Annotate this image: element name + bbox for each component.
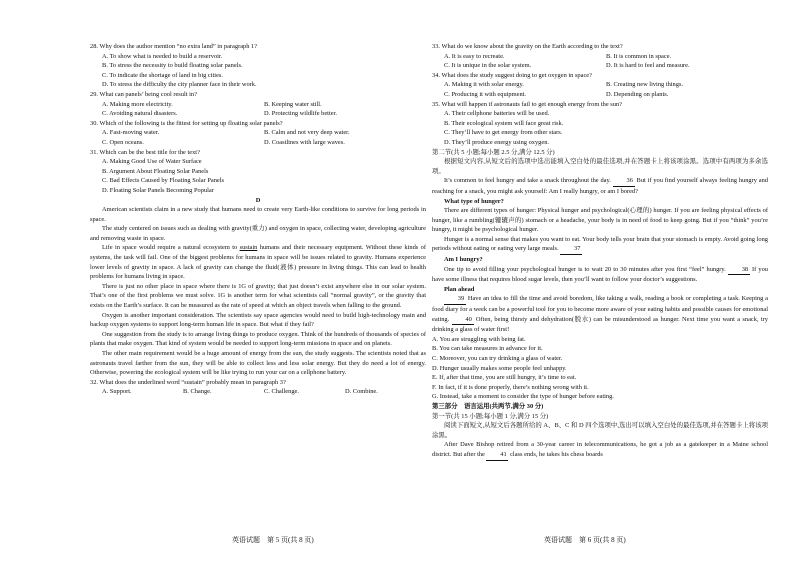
passage-paragraph bbox=[432, 294, 768, 334]
q32-option: A. Support. bbox=[102, 388, 132, 396]
q33-option: D. It is hard to feel and measure. bbox=[606, 62, 690, 70]
paragraph-text: class ends, he takes his chess boards bbox=[508, 450, 603, 458]
q30-option: A. Fast-moving water. bbox=[102, 129, 160, 137]
page-footer-right: 英语试题 第 6 页(共 8 页) bbox=[544, 536, 626, 544]
q29-option: A. Making more electricity. bbox=[102, 100, 173, 108]
paragraph-text: But if you find yourself always feeling hungry and reaching for a snack, you might ask yourself: Am I really hungry, or am I bored? bbox=[432, 177, 768, 195]
gap-option: D. Hunger usually makes some people feel unhappy. bbox=[432, 364, 567, 372]
passage-paragraph bbox=[432, 176, 768, 196]
q32-option: D. Combine. bbox=[345, 388, 378, 396]
left-column bbox=[90, 42, 426, 397]
paragraph-text: Often, being thirsty and dehydration(脱水) can be misunderstood as hunger. Next time you want a snack, try drinking a glass of water first! bbox=[432, 315, 768, 334]
q29-options-row bbox=[90, 100, 426, 110]
blank-39: 39 bbox=[444, 294, 466, 305]
q29-options-row bbox=[90, 109, 426, 119]
passage-paragraph: The study centered on issues such as dealing with gravity(重力) and oxygen in space, collecting water, developing agriculture and removing waste in space. bbox=[90, 225, 426, 242]
q35-stem: 35. What will happen if astronauts fail to get enough energy from the sun? bbox=[432, 100, 623, 108]
q33-option: A. It is easy to recreate. bbox=[444, 52, 505, 60]
q28-option: D. To stress the difficulty the city planner face in their work. bbox=[102, 81, 257, 89]
q34-option: C. Producing it with equipment. bbox=[444, 90, 527, 98]
passage-paragraph: Oxygen is another important consideration. The scientists say space agencies would need to build high-technology main and backup oxygen systems to support long-term human life in space. But what if they fail? bbox=[90, 311, 426, 329]
passage-subheading: What type of hunger? bbox=[444, 197, 504, 205]
paragraph-text: One tip to avoid filling your psychological hunger is to wait 20 to 30 minutes after you first “feel” hungry. bbox=[444, 265, 728, 273]
passage-paragraph: The other main requirement would be a huge amount of energy from the sun, the study suggests. The scientists noted that as astronauts travel farther from the sun, they will be able to collect less and less solar energy. But they do need a lot of energy. Otherwise, powering the ecological system will be like trying to run your car on a cellphone battery. bbox=[90, 350, 426, 377]
passage-paragraph bbox=[432, 235, 768, 255]
passage-paragraph: There is just no other place in space where there is 1G of gravity; that just doesn’t exist anywhere else in our solar system. That’s one of the first problems we must solve. 1G is another term for what scientists call “normal gravity”, or the gravity that exists on the Earth’s surface. It can be measured as the rate of speed at which an object travels when falling to the ground. bbox=[90, 282, 426, 310]
passage-letter: D bbox=[255, 196, 261, 204]
q30-option: D. Coastlines with large waves. bbox=[264, 138, 345, 146]
q34-option: B. Creating new living things. bbox=[606, 81, 684, 89]
q31-option: C. Bad Effects Caused by Floating Solar Panels bbox=[102, 177, 224, 185]
q28-stem: 28. Why does the author mention “no extra land” in paragraph 1? bbox=[90, 43, 258, 50]
q31-option: D. Floating Solar Panels Becoming Popular bbox=[102, 186, 214, 194]
q28-option: C. To indicate the shortage of land in big cities. bbox=[102, 71, 224, 79]
passage-paragraph: American scientists claim in a new study that humans need to create very Earth-like conditions to survive for long periods in space. bbox=[90, 206, 426, 223]
page-footer-left: 英语试题 第 5 页(共 8 页) bbox=[232, 536, 314, 544]
paragraph-text: Life in space would require a natural ecosystem to bbox=[102, 244, 240, 252]
q34-option: A. Making it with solar energy. bbox=[444, 81, 524, 89]
q30-option: C. Open oceans. bbox=[102, 138, 144, 146]
passage-paragraph: One suggestion from the study is to arrange living things to produce oxygen. Think of the hundreds of thousands of species of plants that make oxygen. That kind of system would be needed to support long-term missions in space and on planets. bbox=[90, 330, 426, 348]
passage-subheading: Am I hungry? bbox=[444, 256, 483, 264]
paragraph-text: If you have some illness that requires blood sugar levels, then you’ll want to follow your doctor’s suggestions. bbox=[432, 265, 768, 284]
blank-36: 36 bbox=[613, 176, 635, 187]
q32-stem: 32. What does the underlined word “sustain” probably mean in paragraph 3? bbox=[90, 378, 286, 386]
gap-option: F. In fact, if it is done properly, there’s nothing wrong with it. bbox=[432, 383, 589, 391]
section-instructions: 根据短文内容,从短文后的选项中选出能填入空白处的最佳选项,并在答题卡上将该项涂黑。选项中有两项为多余选项。 bbox=[432, 158, 768, 175]
q34-options-row bbox=[432, 90, 768, 100]
q28-option: B. To stress the necessity to build floating solar panels. bbox=[102, 62, 243, 70]
q33-options-row bbox=[432, 61, 768, 71]
blank-37: 37 bbox=[560, 244, 582, 255]
paragraph-text: Hunger is a normal sense that makes you want to eat. Your body tells your brain that your stomach is empty. Avoid going long periods without eating or eating very large meals. bbox=[432, 235, 768, 253]
q35-option: D. They’ll produce energy using oxygen. bbox=[444, 138, 550, 146]
paragraph-text: After Dave Bishop retired from a 30-year career in telecommunications, he got a job as a gatekeeper in a Maine school district. But after the bbox=[432, 441, 768, 458]
underlined-word: sustain bbox=[239, 244, 258, 252]
gap-option: C. Moreover, you can try drinking a glass of water. bbox=[432, 355, 563, 362]
q35-option: C. They’ll have to get energy from other stars. bbox=[444, 129, 563, 137]
q33-stem: 33. What do we know about the gravity on the Earth according to the text? bbox=[432, 43, 623, 50]
section-instructions: 阅读下面短文,从短文后各题所给的 A、B、C 和 D 四个选项中,选出可以填入空白处的最佳选项,并在答题卡上将该项涂黑。 bbox=[432, 422, 768, 439]
gap-option: A. You are struggling with being fat. bbox=[432, 335, 526, 343]
gap-option: G. Instead, take a moment to consider the type of hunger before eating. bbox=[432, 393, 614, 401]
q33-option: C. It is unique in the solar system. bbox=[444, 62, 532, 70]
q34-stem: 34. What does the study suggest doing to get oxygen in space? bbox=[432, 71, 592, 79]
passage-paragraph: There are different types of hunger: Physical hunger and psychological(心理的) hunger. If you are feeling physical effects of hunger, like a rumbling(辘辘声的) stomach or a headache, your body is in need of food to keep going. But if you “think” you’re hungry, it might be psychological hunger. bbox=[432, 207, 768, 234]
q28-option: A. To show what is needed to build a reservoir. bbox=[102, 52, 223, 60]
q35-option: A. Their cellphone batteries will be used. bbox=[444, 110, 550, 118]
q31-stem: 31. Which can be the best title for the text? bbox=[90, 148, 200, 156]
q34-option: D. Depending on plants. bbox=[606, 90, 669, 98]
paragraph-text: It’s common to feel hungry and take a snack throughout the day. bbox=[444, 177, 613, 185]
right-column bbox=[432, 42, 768, 461]
gap-option: E. If, after that time, you are still hungry, it’s time to eat. bbox=[432, 374, 577, 382]
passage-subheading: Plan ahead bbox=[444, 285, 475, 293]
paragraph-text: humans and their necessary equipment. Without these kinds of systems, the task will fail. One of the biggest problems for humans in space will be issues related to gravity. Humans experience lower levels of gravity in space. A lack of gravity can change the fluid(液体) pressure in living things. This can lead to health problems for humans living in space. bbox=[90, 244, 426, 281]
q32-option: C. Challenge. bbox=[264, 388, 299, 396]
q33-option: B. It is common in space. bbox=[606, 52, 672, 60]
paragraph-text: Have an idea to fill the time and avoid boredom, like taking a walk, reading a book or completing a task. Keeping a food diary for a week can be a powerful tool for you to become more aware of your eating habits and possible causes for emotional eating. bbox=[432, 295, 768, 323]
q30-options-row bbox=[90, 128, 426, 138]
q32-options-row bbox=[90, 387, 426, 397]
q29-option: C. Avoiding natural disasters. bbox=[102, 110, 178, 118]
section-title: 第三部分 语言运用(共两节,满分 30 分) bbox=[432, 402, 544, 410]
blank-40: 40 bbox=[452, 315, 474, 326]
blank-38: 38 bbox=[728, 265, 750, 276]
q31-option: B. Argument About Floating Solar Panels bbox=[102, 167, 209, 175]
q30-option: B. Calm and not very deep water. bbox=[264, 129, 350, 137]
q29-stem: 29. What can panels’ being cool result in? bbox=[90, 90, 197, 98]
q30-stem: 30. Which of the following is the fittest for setting up floating solar panels? bbox=[90, 119, 283, 127]
passage-paragraph bbox=[432, 265, 768, 285]
passage-paragraph bbox=[90, 243, 426, 281]
gap-option: B. You can take measures in advance for it. bbox=[432, 345, 543, 353]
section-title: 第二节(共 5 小题;每小题 2.5 分,满分 12.5 分) bbox=[432, 148, 555, 156]
q30-options-row bbox=[90, 138, 426, 148]
q34-options-row bbox=[432, 80, 768, 90]
q29-option: D. Protecting wildlife better. bbox=[264, 110, 337, 118]
q31-option: A. Making Good Use of Water Surface bbox=[102, 158, 202, 166]
q35-option: B. Their ecological system will face great risk. bbox=[444, 119, 564, 127]
q33-options-row bbox=[432, 52, 768, 62]
blank-41: 41 bbox=[486, 450, 508, 461]
q29-option: B. Keeping water still. bbox=[264, 100, 322, 108]
q32-option: B. Change. bbox=[183, 388, 212, 396]
section-subtitle: 第一节(共 15 小题;每小题 1 分,满分 15 分) bbox=[432, 412, 549, 420]
passage-paragraph bbox=[432, 440, 768, 460]
